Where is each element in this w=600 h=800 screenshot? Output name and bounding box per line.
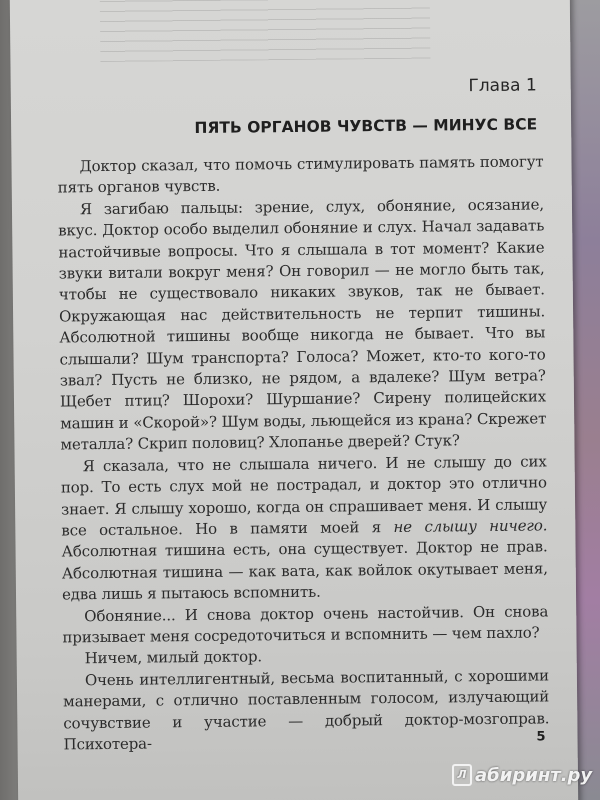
chapter-label: Глава 1 — [468, 75, 537, 97]
paragraph-2: Я загибаю пальцы: зрение, слух, обоняние, осязание, вкус. Доктор особо выделил обоняние и слух. Начал задавать настойчивые вопросы. Что я слышала в тот момент? Какие звуки витали вокруг меня? Он говорил — не могло быть так, чтобы не существовало никаких звуков, так не бывает. Окружающая нас действительность не терпит тишины. Абсолютной тишины вообще никогда не бывает. Что вы слышали? Шум транспорта? Голоса? Может, кто-то кого-то звал? Пусть не близко, не рядом, а вдалеке? Шум ветра? Щебет птиц? Шорохи? Шуршание? Сирену полицейских машин и «Скорой»? Шум воды, льющейся из крана? Скрежет металла? Скрип половиц? Хлопанье дверей? Стук? — [58, 195, 547, 454]
watermark-text: абиринт.ру — [475, 764, 593, 786]
paragraph-1: Доктор сказал, что помочь стимулировать память помогут пять органов чувств. — [57, 152, 544, 197]
page-number: 5 — [536, 729, 546, 745]
paragraph-3-before: Я сказала, что не слышала ничего. И не слышу до сих пор. То есть слух мой не пострадал, и доктор это отлично знает. Я слышу хорошо, когда он спрашивает меня. И слышу все остальное. Но в памяти моей я — [60, 452, 548, 540]
paragraph-4: Обоняние... И снова доктор очень настойчив. Он снова призывает меня сосредоточиться и вспомнить — чем пахло? — [62, 601, 549, 647]
paragraph-3 — [61, 451, 549, 606]
show-through-text — [100, 0, 431, 62]
paragraph-6: Очень интеллигентный, весьма воспитанный, с хорошими манерами, с отлично поставленным голосом, излучающий сочувствие и участие — добрый доктор-мозгоправ. Психотера- — [63, 666, 550, 754]
book-page — [10, 0, 579, 800]
paragraph-5: Ничем, милый доктор. — [84, 647, 263, 668]
page-content — [57, 75, 550, 755]
site-watermark — [452, 764, 592, 786]
chapter-title: ПЯТЬ ОРГАНОВ ЧУВСТВ — МИНУС ВСЕ — [194, 115, 538, 138]
paragraph-3-italic: не слышу ничего. — [393, 516, 548, 536]
paragraph-3-after: Абсолютная тишина есть, она существует. Доктор не прав. Абсолютная тишина — как вата, как войлок окутывает меня, едва лишь я пытаюсь вспомнить. — [61, 537, 548, 604]
labirint-logo-icon: Л — [452, 764, 472, 786]
